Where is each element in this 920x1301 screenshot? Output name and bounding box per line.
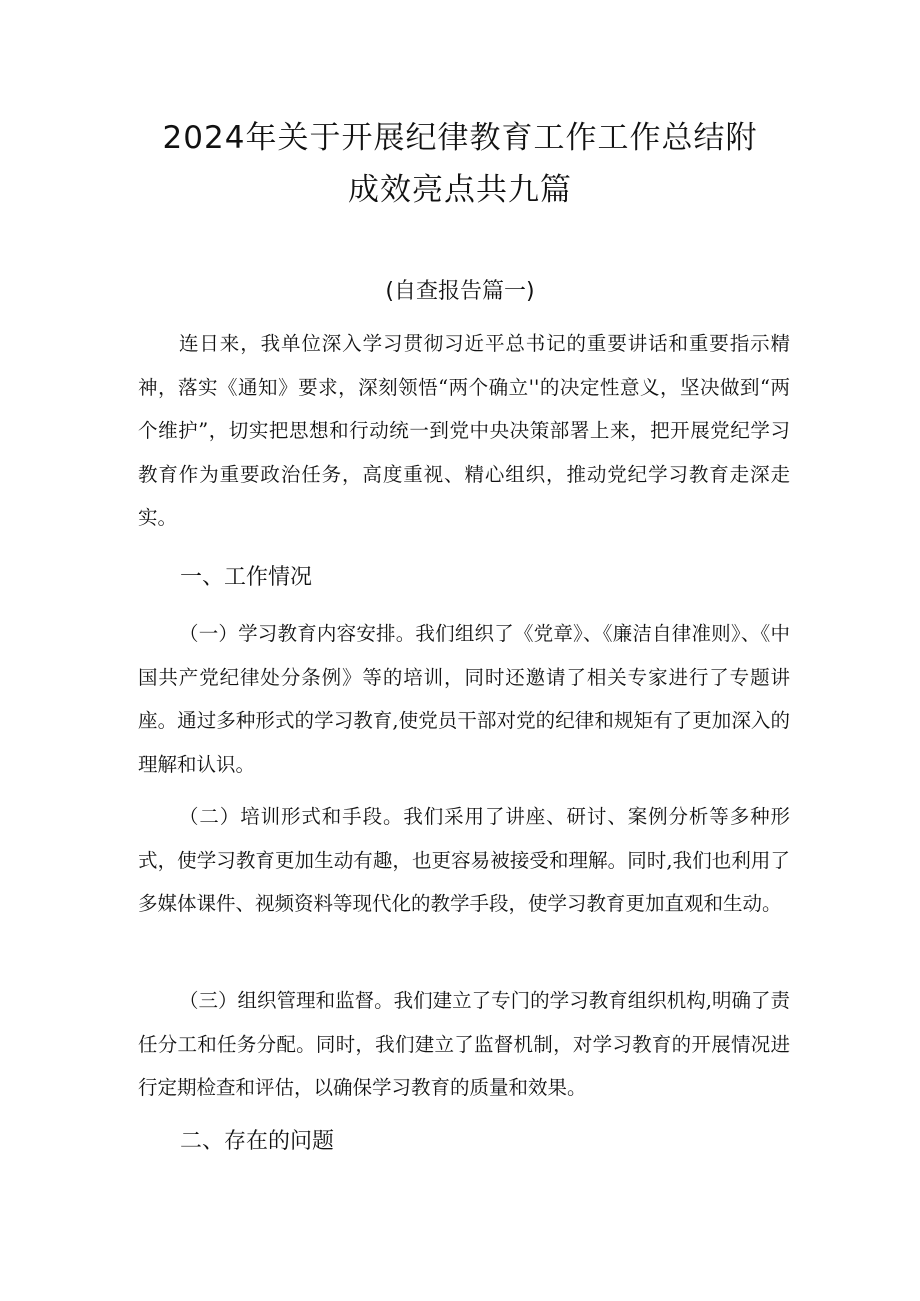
intro-paragraph: 连日来，我单位深入学习贯彻习近平总书记的重要讲话和重要指示精神，落实《通知》要求，深刻领悟“两个确立''的决定性意义，坚决做到“两个维护”，切实把思想和行动统一到党中央决策部署上来，把开展党纪学习教育作为重要政治任务，高度重视、精心组织，推动党纪学习教育走深走实。 <box>138 332 790 529</box>
paragraph-training-format: （二）培训形式和手段。我们采用了讲座、研讨、案例分析等多种形式，使学习教育更加生动有趣，也更容易被接受和理解。同时,我们也利用了多媒体课件、视频资料等现代化的教学手段，使学习教育更加直观和生动。 <box>138 805 790 915</box>
document-title <box>120 112 800 216</box>
title-line-2: 成效亮点共九篇 <box>348 172 572 208</box>
title-line-1: 2024年关于开展纪律教育工作工作总结附 <box>162 120 758 156</box>
section-heading-existing-problems: 二、存在的问题 <box>180 1129 335 1154</box>
paragraph-organization-supervision: （三）组织管理和监督。我们建立了专门的学习教育组织机构,明确了责任分工和任务分配。同时，我们建立了监督机制，对学习教育的开展情况进行定期检查和评估，以确保学习教育的质量和效果。 <box>138 989 790 1099</box>
report-subtitle: (自查报告篇一) <box>385 279 535 304</box>
section-heading-work-status: 一、工作情况 <box>180 565 313 590</box>
paragraph-learning-content: （一）学习教育内容安排。我们组织了《党章》、《廉洁自律准则》、《中国共产党纪律处分条例》等的培训，同时还邀请了相关专家进行了专题讲座。通过多种形式的学习教育,使党员干部对党的纪律和规矩有了更加深入的理解和认识。 <box>138 622 790 776</box>
